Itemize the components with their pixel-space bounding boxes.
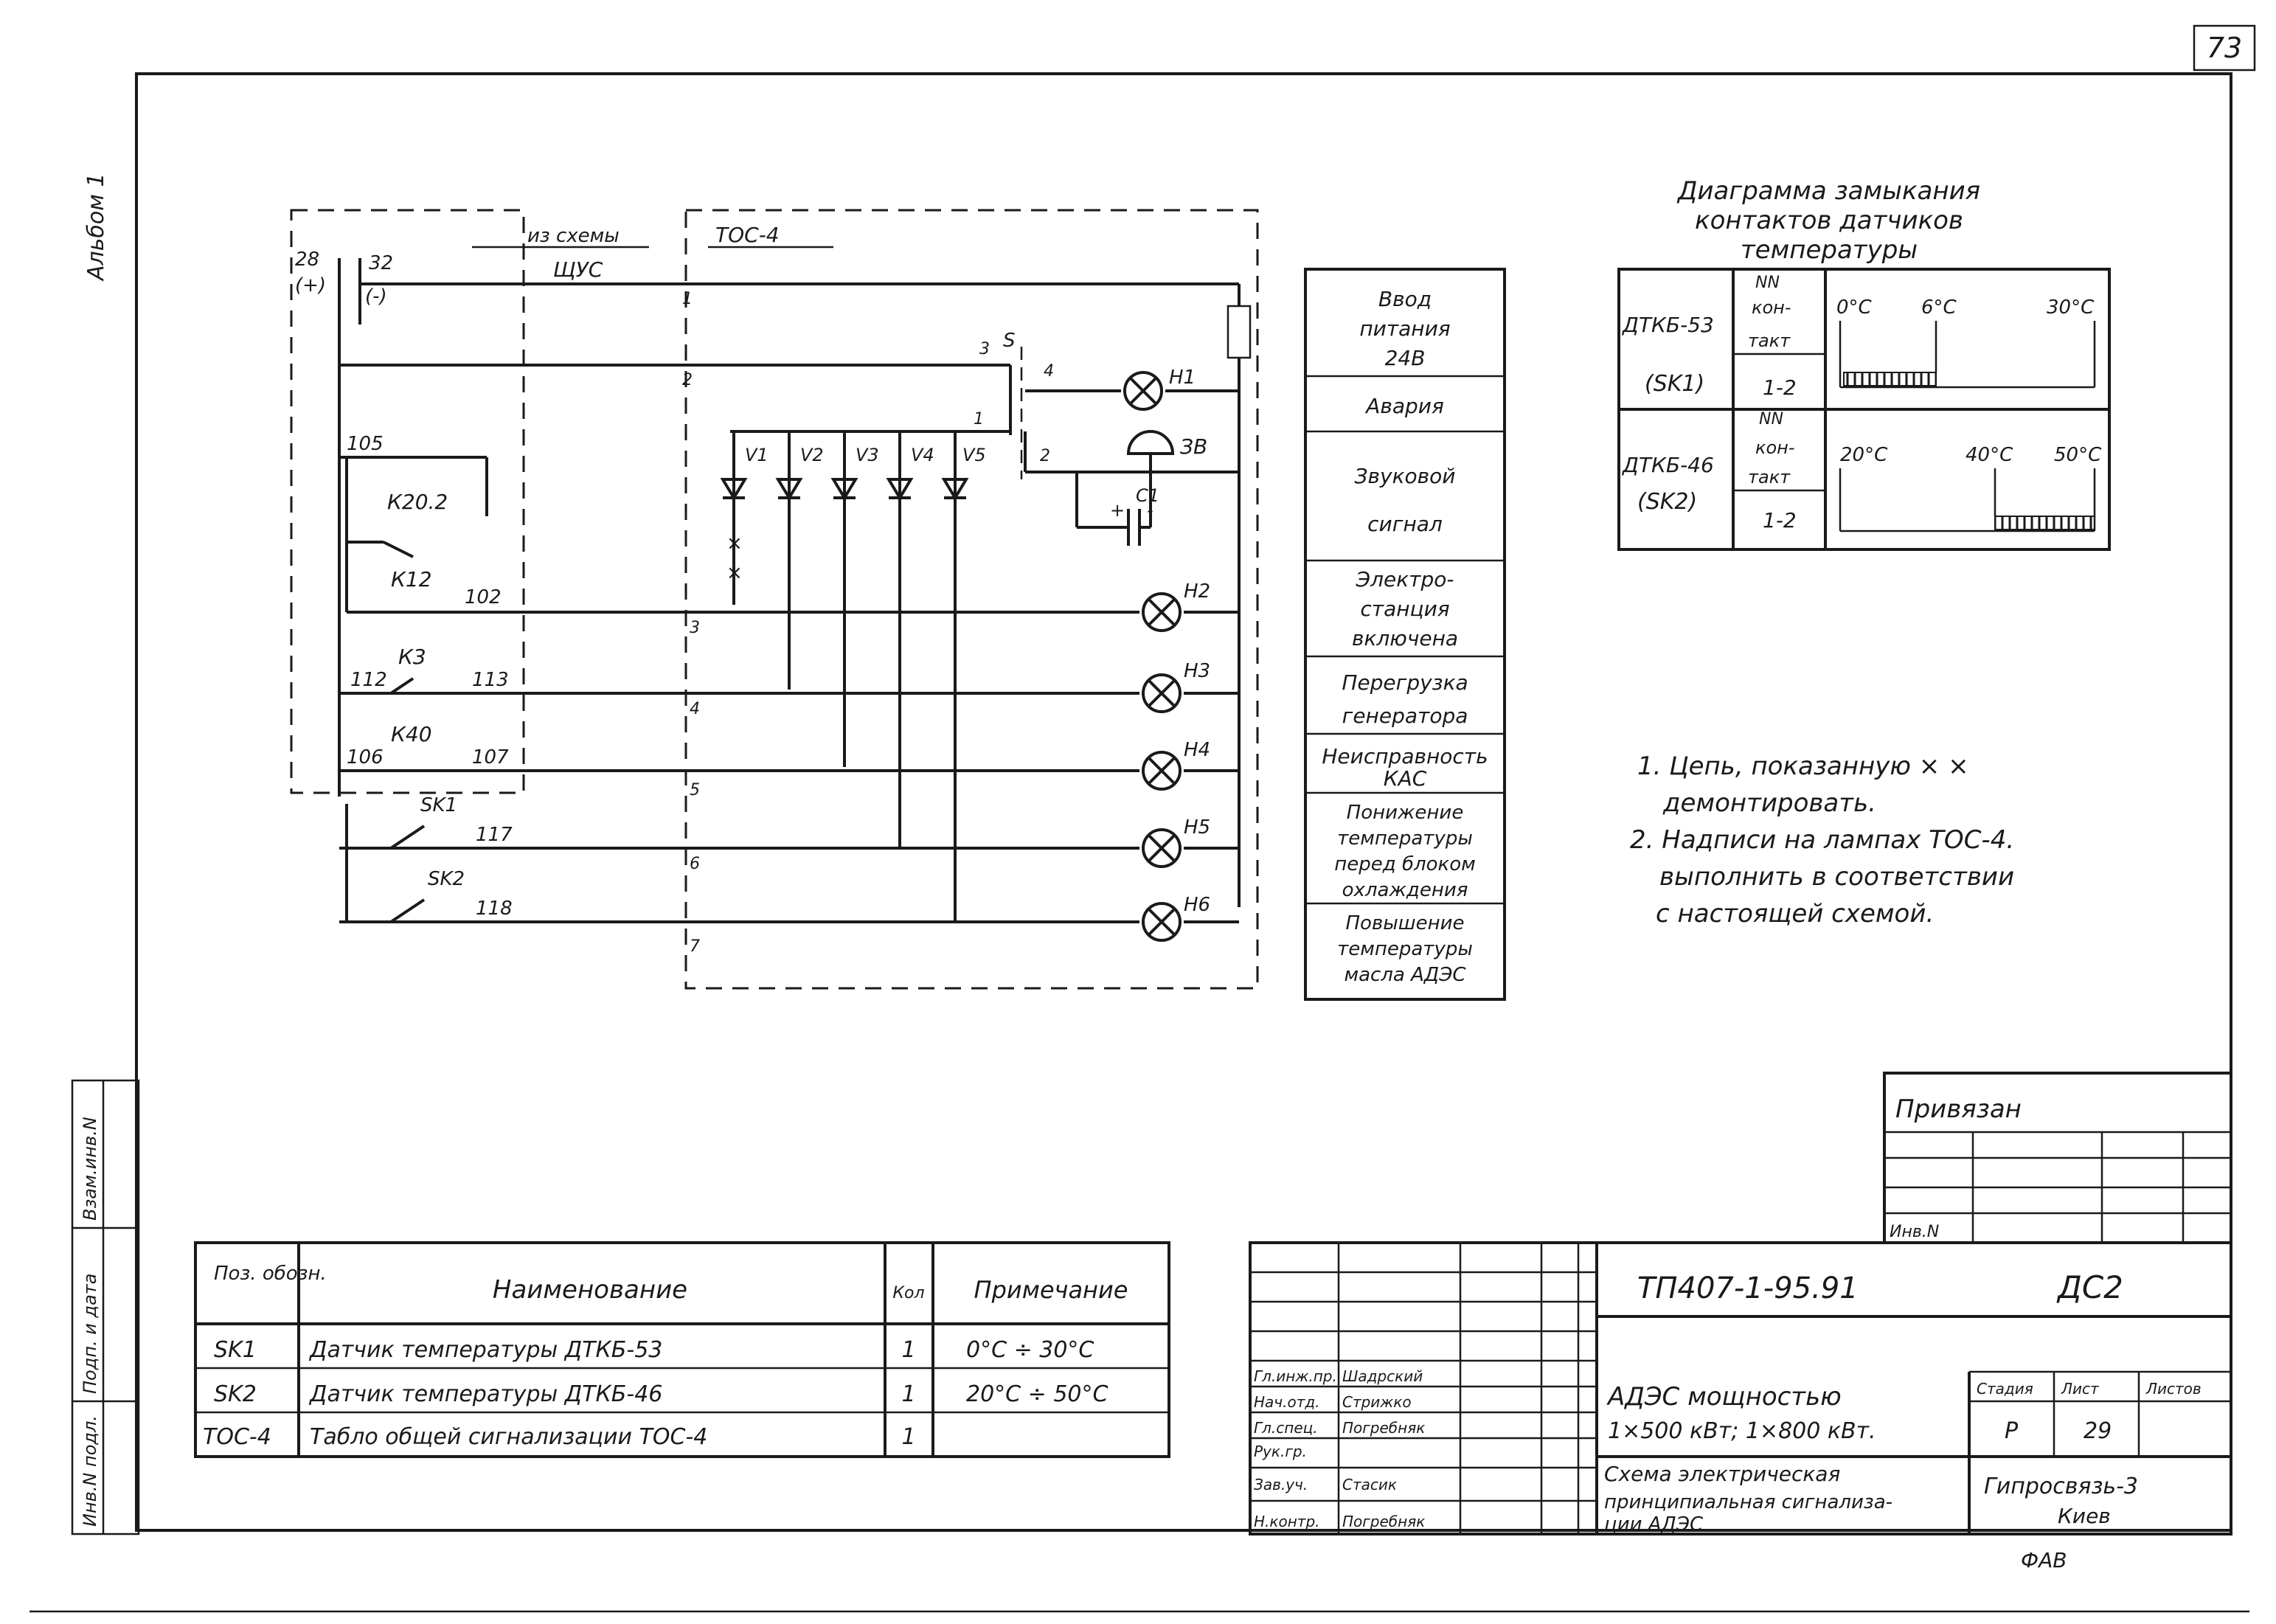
nn-header-2c: такт xyxy=(1748,467,1791,487)
sensor-1-code: (SK1) xyxy=(1645,371,1705,397)
diode-label-v2: V2 xyxy=(800,445,824,465)
role-6: Н.контр. xyxy=(1254,1513,1320,1530)
lamp-icon xyxy=(1125,372,1162,409)
sensor-sk1: SK1 xyxy=(420,794,458,816)
wire-117: 117 xyxy=(476,824,513,846)
sensor-2-tick-low: 20°С xyxy=(1840,444,1888,466)
legend-cell-4-line-3: включена xyxy=(1351,626,1459,650)
legend-cell-1-line-3: 24В xyxy=(1384,346,1426,370)
notes xyxy=(1630,752,2014,929)
wire-112: 112 xyxy=(350,669,387,691)
name-2: Стрижко xyxy=(1342,1393,1412,1411)
terminal-28: 28 xyxy=(295,249,320,271)
lamp-label-h3: H3 xyxy=(1184,660,1211,682)
lamp-icon xyxy=(1143,594,1180,631)
diode-v3 xyxy=(833,431,856,767)
sensor-1-closure-band xyxy=(1844,372,1936,386)
role-5: Зав.уч. xyxy=(1254,1476,1308,1493)
stamp-inv-orig: Инв.N подл. xyxy=(80,1415,100,1527)
relay-k3: К3 xyxy=(398,645,426,669)
relay-k20: К20.2 xyxy=(387,490,448,514)
sheet-frame xyxy=(30,26,2255,1611)
sensor-2-closure-band xyxy=(1995,516,2095,530)
note-2-line-3: с настоящей схемой. xyxy=(1656,899,1935,929)
role-2: Нач.отд. xyxy=(1254,1393,1320,1411)
pin-3: 3 xyxy=(690,619,700,637)
page-number: 73 xyxy=(2206,32,2243,64)
sensor-1-tick-mid: 6°С xyxy=(1921,296,1957,319)
cross-mark: × xyxy=(726,532,743,555)
footer-mark: ФАВ xyxy=(2021,1548,2067,1572)
drawing-line-2: принципиальная сигнализа- xyxy=(1604,1491,1893,1513)
object-line-1: АДЭС мощностью xyxy=(1608,1382,1842,1412)
diode-label-v3: V3 xyxy=(856,445,879,465)
legend-cell-7-line-4: охлаждения xyxy=(1342,879,1468,901)
nn-header-1c: такт xyxy=(1748,330,1791,351)
table-row-3-pos: ТОС-4 xyxy=(203,1424,271,1450)
legend-cell-5-line-1: Перегрузка xyxy=(1342,670,1468,695)
capacitor-label: С1 xyxy=(1136,485,1160,506)
buzzer-icon xyxy=(1128,431,1173,454)
spec-header-qty: Кол xyxy=(892,1284,925,1302)
drawing-line-3: ции АДЭС xyxy=(1604,1513,1704,1535)
legend-cell-2: Авария xyxy=(1366,394,1444,418)
sensor-1-type: ДТКБ-53 xyxy=(1623,313,1714,337)
diode-v4 xyxy=(889,431,911,848)
legend-cell-8-line-1: Повышение xyxy=(1345,912,1465,934)
diode-label-v1: V1 xyxy=(745,445,769,465)
sensor-2-code: (SK2) xyxy=(1637,489,1698,515)
legend-cell-6-line-2: КАС xyxy=(1383,766,1427,791)
name-3: Погребняк xyxy=(1342,1419,1426,1437)
album-label: Альбом 1 xyxy=(83,173,109,280)
sheet-header: Лист xyxy=(2061,1380,2099,1398)
schematic xyxy=(291,210,1257,988)
wire-107: 107 xyxy=(472,746,509,768)
lamp-icon xyxy=(1143,903,1180,940)
legend-cell-7-line-2: температуры xyxy=(1337,827,1473,850)
org-line-1: Гипросвязь-3 xyxy=(1984,1474,2138,1499)
legend-cell-3-line-2: сигнал xyxy=(1367,512,1443,536)
diode-v2 xyxy=(778,431,800,690)
stage-value: Р xyxy=(2005,1418,2019,1444)
tos4-label: ТОС-4 xyxy=(715,223,780,247)
note-1-line-1: 1. Цепь, показанную × × xyxy=(1637,752,1969,781)
stage-header: Стадия xyxy=(1977,1380,2033,1398)
buzzer-label: ЗВ xyxy=(1180,434,1208,459)
privyazan-block xyxy=(1884,1073,2231,1243)
pin-4: 4 xyxy=(690,700,700,718)
object-line-2: 1×500 кВт; 1×800 кВт. xyxy=(1608,1418,1876,1444)
nn-header-1a: NN xyxy=(1755,274,1780,292)
pin-7: 7 xyxy=(690,937,700,956)
table-row-1-name: Датчик температуры ДТКБ-53 xyxy=(310,1337,663,1363)
sensor-1-tick-high: 30°С xyxy=(2047,296,2095,319)
table-row-2-qty: 1 xyxy=(901,1381,916,1407)
sensor-sk2: SK2 xyxy=(428,868,465,890)
sensor-2-tick-mid: 40°С xyxy=(1966,444,2013,466)
note-2-line-1: 2. Надписи на лампах ТОС-4. xyxy=(1630,825,2015,855)
lamp-icon xyxy=(1143,675,1180,712)
terminal-32: 32 xyxy=(369,252,394,274)
legend-cell-7-line-1: Понижение xyxy=(1346,802,1464,824)
lamp-label-h6: H6 xyxy=(1184,894,1211,916)
wire-106: 106 xyxy=(347,746,384,768)
pin-2: 2 xyxy=(682,371,693,389)
from-schema-label: из схемы xyxy=(527,225,620,247)
diagram-title-line-2: контактов датчиков xyxy=(1695,206,1963,235)
lamp-label-h1: H1 xyxy=(1169,367,1196,389)
legend-cell-4-line-2: станция xyxy=(1360,597,1450,621)
terminal-minus: (-) xyxy=(365,285,387,308)
title-block xyxy=(1250,1243,2231,1572)
lamp-label-h5: H5 xyxy=(1184,816,1211,839)
diagram-title-line-1: Диаграмма замыкания xyxy=(1677,176,1981,206)
org-line-2: Киев xyxy=(2058,1504,2111,1528)
legend-cell-3-line-1: Звуковой xyxy=(1354,464,1456,488)
legend-cell-8-line-2: температуры xyxy=(1337,938,1473,960)
table-row-2-note: 20°С ÷ 50°С xyxy=(966,1381,1108,1407)
diagram-title-line-3: температуры xyxy=(1740,235,1918,265)
sensor-1-contact: 1-2 xyxy=(1763,375,1797,400)
sensor-2-tick-high: 50°С xyxy=(2054,444,2102,466)
role-4: Рук.гр. xyxy=(1254,1443,1307,1460)
name-1: Шадрский xyxy=(1342,1367,1423,1385)
table-row-3-name: Табло общей сигнализации ТОС-4 xyxy=(310,1424,708,1450)
legend-cell-8-line-3: масла АДЭС xyxy=(1344,964,1466,986)
pin-6: 6 xyxy=(690,855,700,873)
table-row-2-pos: SK2 xyxy=(214,1381,257,1407)
sensor-1-tick-low: 0°С xyxy=(1836,296,1872,319)
sheet-mark: ДС2 xyxy=(2058,1269,2123,1305)
legend-cell-6-line-1: Неисправность xyxy=(1322,744,1488,768)
privyazan-title: Привязан xyxy=(1895,1094,2022,1124)
legend-cell-1-line-1: Ввод xyxy=(1378,287,1432,311)
terminal-plus: (+) xyxy=(295,274,327,296)
spec-table xyxy=(195,1243,1169,1457)
lamp-icon xyxy=(1143,830,1180,867)
wire-102: 102 xyxy=(465,586,502,608)
wire-113: 113 xyxy=(472,669,509,691)
name-5: Стасик xyxy=(1342,1476,1397,1493)
sw-3: 3 xyxy=(979,340,990,358)
wire-118: 118 xyxy=(476,898,513,920)
spec-header-name: Наименование xyxy=(492,1275,688,1305)
nn-header-1b: кон- xyxy=(1752,297,1791,318)
name-6: Погребняк xyxy=(1342,1513,1426,1530)
switch-s: S xyxy=(1003,330,1016,352)
diode-label-v5: V5 xyxy=(962,445,986,465)
sheet-value: 29 xyxy=(2084,1418,2112,1444)
sw-4: 4 xyxy=(1044,362,1054,381)
pin-1: 1 xyxy=(682,290,693,308)
nn-header-2a: NN xyxy=(1759,410,1783,428)
sheets-header: Листов xyxy=(2146,1380,2202,1398)
legend-cell-7-line-3: перед блоком xyxy=(1334,853,1476,875)
spec-header-pos: Поз. обозн. xyxy=(214,1263,327,1285)
sensor-2-contact: 1-2 xyxy=(1763,508,1797,532)
stamp-sign-date: Подп. и дата xyxy=(80,1273,100,1394)
sw-2: 2 xyxy=(1040,447,1050,465)
lamp-label-h2: H2 xyxy=(1184,580,1211,603)
pin-5: 5 xyxy=(690,781,700,799)
stamp-replace-inv: Взам.инв.N xyxy=(80,1117,100,1221)
closure-diagram xyxy=(1619,176,2109,549)
cap-plus: + xyxy=(1110,500,1125,521)
fuse xyxy=(1228,306,1250,358)
sw-1: 1 xyxy=(974,410,984,428)
legend-cell-4-line-1: Электро- xyxy=(1356,567,1454,591)
cross-mark: × xyxy=(726,562,743,584)
table-row-1-qty: 1 xyxy=(901,1337,916,1363)
table-row-1-pos: SK1 xyxy=(214,1337,257,1363)
nn-header-2b: кон- xyxy=(1755,437,1795,458)
relay-k40: К40 xyxy=(391,722,432,746)
lamp-icon xyxy=(1143,752,1180,789)
role-3: Гл.спец. xyxy=(1254,1419,1318,1437)
cap-minus: - xyxy=(1147,500,1153,521)
drawing-line-1: Схема электрическая xyxy=(1604,1462,1841,1486)
note-1-line-2: демонтировать. xyxy=(1663,788,1876,818)
note-2-line-2: выполнить в соответствии xyxy=(1659,862,2015,892)
spec-header-note: Примечание xyxy=(974,1276,1128,1304)
tos4-enclosure xyxy=(686,210,1257,988)
legend-panel xyxy=(1305,269,1505,999)
table-row-2-name: Датчик температуры ДТКБ-46 xyxy=(310,1381,663,1407)
table-row-3-qty: 1 xyxy=(901,1424,916,1450)
legend-cell-5-line-2: генератора xyxy=(1342,704,1468,728)
legend-cell-1-line-2: питания xyxy=(1359,316,1451,341)
drawing-code: ТП407-1-95.91 xyxy=(1637,1271,1859,1305)
privyazan-inv: Инв.N xyxy=(1890,1223,1940,1241)
wire-105: 105 xyxy=(347,433,384,455)
lamp-label-h4: H4 xyxy=(1184,739,1211,761)
left-stamp xyxy=(72,1080,139,1534)
table-row-1-note: 0°С ÷ 30°С xyxy=(966,1337,1094,1363)
sensor-2-type: ДТКБ-46 xyxy=(1623,453,1714,477)
relay-k12: К12 xyxy=(391,567,432,591)
shchus-label: ЩУС xyxy=(553,257,603,282)
role-1: Гл.инж.пр. xyxy=(1254,1367,1337,1385)
diode-label-v4: V4 xyxy=(911,445,934,465)
